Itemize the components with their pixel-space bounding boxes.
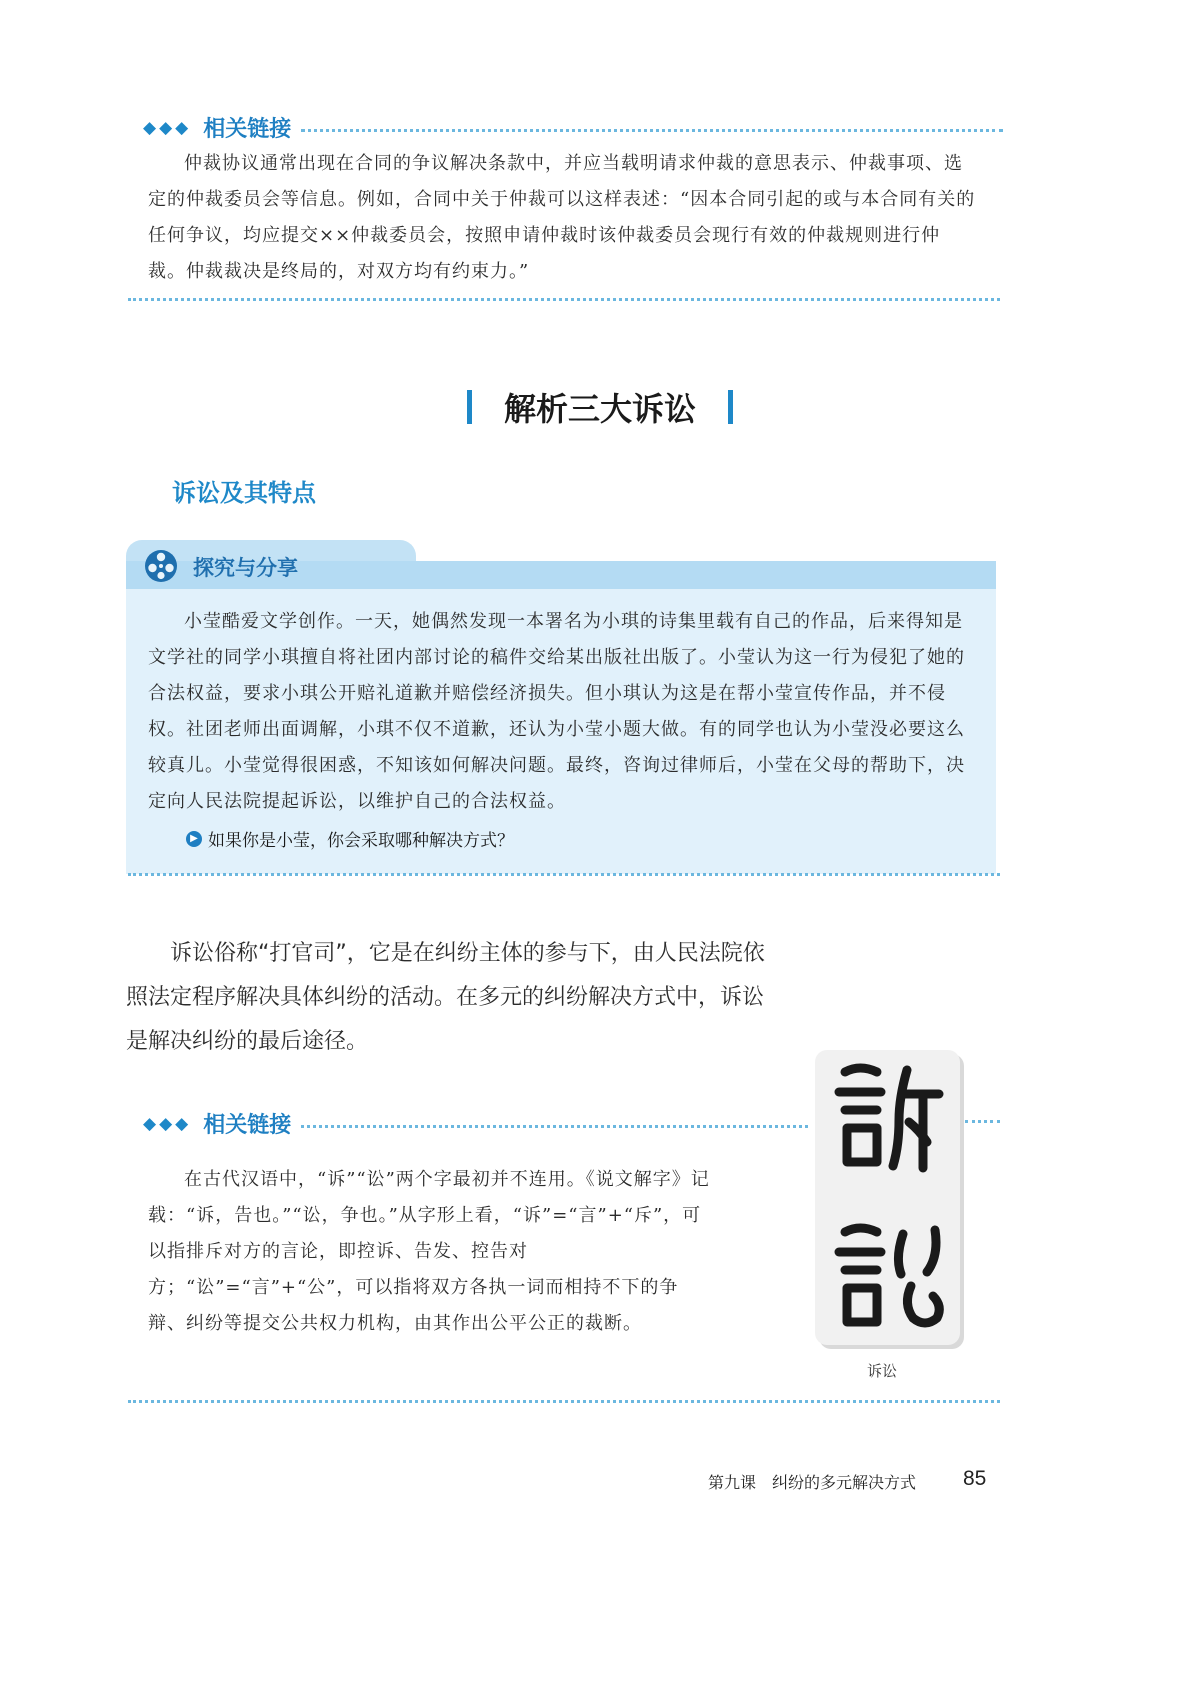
dotted-rule: [965, 1120, 1000, 1123]
diamond-bullets-icon: ◆◆◆: [143, 117, 192, 138]
dotted-rule: [128, 1400, 1000, 1403]
dotted-rule: [128, 873, 1000, 876]
explore-paragraph: 小莹酷爱文学创作。一天，她偶然发现一本署名为小琪的诗集里载有自己的作品，后来得知是文学社的同学小琪擅自将社团内部讨论的稿件交给某出版社出版了。小莹认为这一行为侵犯了她的合法权益，要求小琪公开赔礼道歉并赔偿经济损失。但小琪认为这是在帮小莹宣传作品，并不侵权。社团老师出面调解，小琪不仅不道歉，还认为小莹小题大做。有的同学也认为小莹没必要这么较真儿。小莹觉得很困惑，不知该如何解决问题。最终，咨询过律师后，小莹在父母的帮助下，决定向人民法院提起诉讼，以维护自己的合法权益。: [148, 611, 965, 812]
seal-caption: 诉讼: [867, 1362, 898, 1380]
related-link-paragraph: 在古代汉语中，“诉”“讼”两个字最初并不连用。《说文解字》记载：“诉，告也。”“讼，争也。”从字形上看，“诉”=“言”+“斥”，可以指排斥对方的言论，即控诉、告发、控告对方；“讼”=“言”+“公”，可以指将双方各执一词而相持不下的争辩、纠纷等提交公共权力机构，由其作出公平公正的裁断。: [148, 1169, 710, 1334]
related-link-title: 相关链接: [203, 1113, 292, 1138]
section-bar-right: [728, 390, 733, 424]
subsection-title: 诉讼及其特点: [172, 479, 316, 507]
main-paragraph: 诉讼俗称“打官司”，它是在纠纷主体的参与下，由人民法院依照法定程序解决具体纠纷的活动。在多元的纠纷解决方式中，诉讼是解决纠纷的最后途径。: [126, 941, 765, 1054]
dotted-rule: [301, 1125, 808, 1128]
related-link-header: [143, 112, 1003, 143]
seal-script-card: [815, 1050, 960, 1345]
section-bar-left: [467, 390, 472, 424]
arrow-right-icon: ▶: [186, 831, 202, 847]
related-link-header: [143, 1108, 808, 1139]
question-text: 如果你是小莹，你会采取哪种解决方式？: [208, 831, 514, 851]
page-number: 85: [963, 1467, 987, 1490]
related-link-paragraph: 仲裁协议通常出现在合同的争议解决条款中，并应当载明请求仲裁的意思表示、仲裁事项、选定的仲裁委员会等信息。例如，合同中关于仲裁可以这样表述：“因本合同引起的或与本合同有关的任何争议，均应提交××仲裁委员会，按照申请仲裁时该仲裁委员会现行有效的仲裁规则进行仲裁。仲裁裁决是终局的，对双方均有约束力。”: [148, 153, 976, 282]
section-header: [400, 382, 800, 432]
footer-lesson-title: 第九课 纠纷的多元解决方式: [708, 1473, 917, 1492]
explore-label: 探究与分享: [193, 556, 298, 580]
dotted-rule: [128, 298, 1000, 301]
section-title: 解析三大诉讼: [503, 390, 696, 428]
film-reel-icon: [143, 548, 179, 584]
explore-question: [186, 826, 514, 851]
seal-script-image: [815, 1050, 960, 1345]
dotted-rule: [301, 129, 1003, 132]
diamond-bullets-icon: ◆◆◆: [143, 1113, 192, 1134]
related-link-title: 相关链接: [203, 117, 292, 142]
